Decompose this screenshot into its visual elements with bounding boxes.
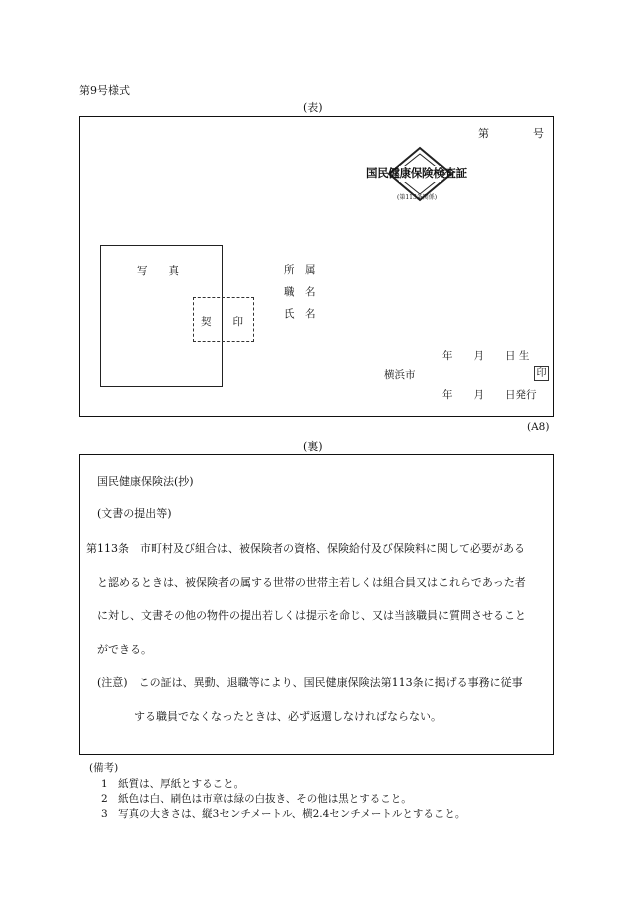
field-name: 氏 名 xyxy=(284,308,316,320)
issue-date: 年 月 日発行 xyxy=(442,389,537,401)
remarks-item: 2 紙色は白、刷色は市章は緑の白抜き、その他は黒とすること。 xyxy=(101,793,412,805)
note-line-2: する職員でなくなったときは、必ず返還しなければならない。 xyxy=(134,710,442,723)
field-title: 職 名 xyxy=(284,286,316,298)
remarks-item: 3 写真の大きさは、縦3センチメートル、横2.4センチメートルとすること。 xyxy=(101,808,466,820)
note-line-1: (注意) この証は、異動、退職等により、国民健康保険法第113条に掲げる事務に従事 xyxy=(97,676,523,689)
city-name: 横浜市 xyxy=(384,369,416,381)
stamp-label: 契 印 xyxy=(201,316,243,328)
article-line-4: ができる。 xyxy=(97,643,152,656)
section-title: (文書の提出等) xyxy=(97,507,172,520)
form-number: 第9号様式 xyxy=(79,84,130,97)
card-title-sub: (第113条関係) xyxy=(397,194,438,201)
front-caption: (表) xyxy=(303,101,323,114)
photo-label: 写 真 xyxy=(137,265,179,277)
article-line-2: と認めるときは、被保険者の属する世帯の世帯主若しくは組合員又はこれらであった者 xyxy=(97,576,526,589)
law-title: 国民健康保険法(抄) xyxy=(97,475,194,488)
remarks-item: 1 紙質は、厚紙とすること。 xyxy=(101,778,245,790)
field-affiliation: 所 属 xyxy=(284,264,316,276)
city-seal: 印 xyxy=(534,366,549,381)
back-caption: (裏) xyxy=(303,440,323,453)
remarks-heading: (備考) xyxy=(89,762,119,774)
card-title: 国民健康保険検査証 xyxy=(366,166,467,180)
size-label: (A8) xyxy=(527,421,550,433)
number-label: 第 号 xyxy=(478,127,544,140)
birth-date: 年 月 日 生 xyxy=(442,350,530,362)
article-line-1: 第113条 市町村及び組合は、被保険者の資格、保険給付及び保険料に関して必要がある xyxy=(86,542,525,555)
article-line-3: に対し、文書その他の物件の提出若しくは提示を命じ、又は当該職員に質問させること xyxy=(97,609,526,622)
